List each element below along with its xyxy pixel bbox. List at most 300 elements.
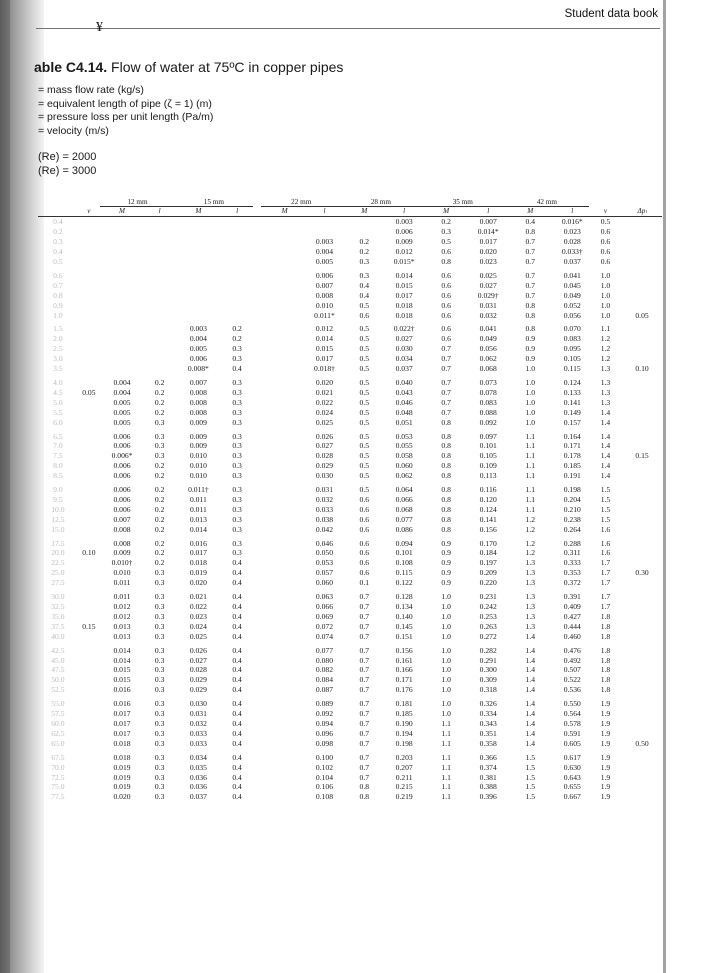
table-cell: 0.215 [395, 782, 413, 792]
table-cell [622, 602, 662, 612]
table-cell: 3.0 [53, 354, 63, 364]
table-cell: 0.006 [113, 471, 131, 481]
table-cell: 0.3 [154, 675, 165, 685]
table-cell: 0.082 [315, 665, 334, 675]
table-cell [622, 408, 662, 418]
table-cell [261, 441, 307, 451]
table-cell: 0.3 [154, 592, 165, 602]
table-cell: 0.2 [232, 334, 242, 344]
table-cell [78, 344, 100, 354]
table-cell: 0.427 [563, 611, 581, 621]
table-row [38, 548, 662, 558]
table-cell: 0.7 [441, 397, 451, 407]
table-cell [78, 665, 100, 675]
table-cell: 1.0 [441, 645, 451, 655]
table-cell: 0.011 [113, 578, 131, 588]
spacer-cell [253, 344, 262, 354]
table-cell: 0.8 [441, 431, 451, 441]
table-cell [100, 247, 144, 257]
table-cell: 0.029 [189, 675, 207, 685]
table-cell: 0.204 [563, 494, 581, 504]
spacer-cell [253, 471, 262, 481]
table-cell: 1.4 [525, 699, 535, 709]
table-cell [622, 495, 662, 505]
table-cell: 0.492 [563, 655, 581, 665]
table-cell [622, 782, 662, 792]
table-cell [144, 311, 175, 321]
table-cell: 0.6 [441, 270, 451, 280]
table-cell [622, 548, 662, 558]
table-cell [261, 602, 307, 612]
table-cell: 0.022† [393, 324, 415, 334]
table-row [38, 301, 662, 311]
table-cell [100, 217, 144, 227]
table-row [38, 432, 662, 442]
table-cell: 0.2 [154, 548, 165, 558]
table-cell: 0.2 [154, 377, 165, 387]
table-cell [78, 685, 100, 695]
table-cell: 0.4 [232, 558, 242, 568]
table-cell: 0.5 [359, 377, 370, 387]
table-cell: 0.014 [395, 270, 413, 280]
size-15mm: 15 mm [175, 197, 252, 207]
table-cell [78, 525, 100, 535]
table-cell: 0.358 [479, 738, 497, 748]
table-cell: 0.264 [563, 524, 581, 534]
table-cell [622, 301, 662, 311]
table-cell: 0.004 [113, 377, 131, 387]
table-cell: 0.7 [525, 270, 535, 280]
table-cell: 0.2 [53, 227, 63, 237]
spacer-cell [253, 665, 262, 675]
table-cell: 0.7 [441, 387, 451, 397]
table-cell [78, 485, 100, 495]
table-cell: 0.5 [441, 237, 451, 247]
table-cell: 1.3 [600, 364, 611, 374]
table-row [38, 656, 662, 666]
table-cell: 0.181 [395, 699, 413, 709]
table-cell: 0.006 [113, 441, 131, 451]
table-cell: 0.3 [154, 602, 165, 612]
table-cell: 1.4 [525, 655, 535, 665]
table-cell: 0.4 [232, 568, 242, 578]
table-cell: 0.4 [359, 290, 370, 300]
table-cell: 0.122 [395, 578, 413, 588]
table-row [38, 418, 662, 428]
table-cell: 1.1 [525, 451, 535, 461]
table-cell: 0.8 [525, 310, 535, 320]
table-row [38, 525, 662, 535]
table-cell [78, 773, 100, 783]
table-cell: 0.106 [315, 782, 334, 792]
table-cell: 0.005 [113, 397, 131, 407]
table-cell: 1.8 [600, 675, 611, 685]
table-cell [261, 281, 307, 291]
table-row [38, 271, 662, 281]
table-cell [78, 495, 100, 505]
table-cell: 22.5 [51, 558, 65, 568]
table-cell: 0.092 [315, 709, 334, 719]
table-cell [78, 656, 100, 666]
table-cell: 0.2 [441, 217, 451, 227]
spacer-cell [253, 763, 262, 773]
spacer-cell [253, 792, 262, 802]
table-cell: 0.016 [113, 699, 131, 709]
table-cell: 0.036 [189, 782, 207, 792]
col-length: l [308, 207, 341, 217]
table-cell: 1.0 [600, 310, 611, 320]
table-cell [78, 237, 100, 247]
table-cell: 0.043 [395, 387, 413, 397]
table-cell: 57.5 [51, 709, 65, 719]
table-cell: 1.0 [441, 685, 451, 695]
table-cell: 1.7 [600, 568, 611, 578]
table-row [38, 792, 662, 802]
table-cell: 0.2 [154, 485, 165, 495]
table-cell [622, 461, 662, 471]
table-cell: 0.033 [315, 504, 334, 514]
table-cell: 0.3 [232, 354, 242, 364]
table-cell [78, 675, 100, 685]
table-cell [261, 632, 307, 642]
table-cell: 0.030 [189, 699, 207, 709]
table-cell: 0.020 [189, 578, 207, 588]
table-cell: 1.3 [525, 568, 535, 578]
table-cell: 0.066 [395, 494, 413, 504]
table-cell: 0.6 [359, 558, 370, 568]
table-cell [144, 227, 175, 237]
table-cell: 0.010† [111, 558, 133, 568]
table-cell: 0.6 [441, 300, 451, 310]
table-cell: 0.033 [189, 738, 207, 748]
table-cell: 0.032 [189, 718, 207, 728]
table-row [38, 451, 662, 461]
table-cell [261, 324, 307, 334]
table-cell: 1.4 [525, 645, 535, 655]
table-cell: 0.018† [314, 364, 335, 374]
table-cell: 0.6 [359, 524, 370, 534]
table-cell [78, 408, 100, 418]
table-cell: 0.015 [395, 280, 413, 290]
spacer-cell [253, 739, 262, 749]
table-cell [78, 753, 100, 763]
table-cell: 0.3 [359, 257, 370, 267]
table-cell [622, 334, 662, 344]
table-row [38, 247, 662, 257]
table-cell: 0.8 [441, 494, 451, 504]
table-cell: 1.4 [525, 738, 535, 748]
table-cell: 0.018 [395, 310, 413, 320]
table-cell [261, 227, 307, 237]
table-row [38, 558, 662, 568]
spacer-cell [253, 782, 262, 792]
table-cell: 0.300 [479, 665, 497, 675]
table-cell: 1.0 [441, 611, 451, 621]
table-cell: 0.7 [53, 280, 63, 290]
table-cell: 1.6 [600, 548, 611, 558]
table-cell: 0.5 [359, 431, 370, 441]
table-cell: 0.017 [189, 548, 207, 558]
table-cell [261, 398, 307, 408]
table-cell [78, 558, 100, 568]
table-cell: 12.5 [51, 514, 65, 524]
table-cell: 0.209 [479, 568, 497, 578]
table-cell: 1.4 [600, 461, 611, 471]
table-cell: 0.178 [563, 451, 581, 461]
table-cell: 1.4 [600, 451, 611, 461]
spacer-cell [253, 247, 262, 257]
table-cell: 0.7 [359, 621, 370, 631]
col-pressure-loss: Δpₗ [622, 207, 662, 217]
table-cell: 0.8 [441, 524, 451, 534]
table-cell: 0.7 [525, 257, 535, 267]
table-cell: 0.5 [359, 344, 370, 354]
table-cell: 0.029† [477, 290, 499, 300]
table-cell: 0.017 [315, 354, 334, 364]
table-cell: 1.9 [600, 782, 611, 792]
table-cell [261, 257, 307, 267]
table-cell: 0.4 [53, 247, 63, 257]
table-cell: 0.014* [477, 227, 499, 237]
table-cell: 0.018 [189, 558, 207, 568]
table-cell [78, 324, 100, 334]
size-12mm: 12 mm [100, 197, 175, 207]
table-cell [78, 763, 100, 773]
table-cell: 1.4 [525, 675, 535, 685]
table-cell [78, 471, 100, 481]
table-cell: 0.3 [232, 441, 242, 451]
table-cell: 1.3 [525, 611, 535, 621]
table-cell: 1.0 [441, 655, 451, 665]
table-cell: 0.060 [395, 461, 413, 471]
table-cell [100, 354, 144, 364]
table-cell: 1.9 [600, 772, 611, 782]
table-cell: 0.049 [479, 334, 497, 344]
table-cell: 0.476 [563, 645, 581, 655]
table-cell [222, 247, 253, 257]
table-cell: 0.396 [479, 792, 497, 802]
table-cell [144, 354, 175, 364]
table-cell [144, 364, 175, 374]
table-cell: 0.6 [441, 247, 451, 257]
spacer-cell [253, 578, 262, 588]
table-row [38, 311, 662, 321]
table-cell: 1.4 [600, 441, 611, 451]
table-cell: 0.113 [479, 471, 497, 481]
table-cell [100, 364, 144, 374]
table-cell [622, 378, 662, 388]
table-cell: 0.8 [441, 471, 451, 481]
table-cell: 0.8 [441, 417, 451, 427]
spacer-cell [253, 753, 262, 763]
table-cell: 1.0 [600, 290, 611, 300]
table-cell: 0.072 [315, 621, 334, 631]
table-cell [144, 334, 175, 344]
table-cell: 1.0 [441, 631, 451, 641]
table-cell [222, 271, 253, 281]
table-cell: 0.004 [113, 387, 131, 397]
table-cell [622, 646, 662, 656]
table-cell: 0.184 [479, 548, 497, 558]
table-cell: 0.4 [232, 782, 242, 792]
table-cell: 0.034 [189, 752, 207, 762]
table-cell: 8.5 [53, 471, 63, 481]
table-cell: 9.0 [53, 485, 63, 495]
table-cell: 0.409 [563, 602, 581, 612]
table-cell [100, 281, 144, 291]
table-cell: 0.064 [395, 485, 413, 495]
table-cell: 0.156 [479, 524, 497, 534]
spacer-cell [253, 324, 262, 334]
table-cell: 0.011* [314, 310, 335, 320]
col-mass-flow: M [261, 207, 307, 217]
table-cell: 0.019 [189, 568, 207, 578]
table-cell [261, 699, 307, 709]
table-cell: 0.343 [479, 718, 497, 728]
table-cell: 0.550 [563, 699, 581, 709]
table-cell: 0.2 [154, 407, 165, 417]
col-mass-flow: M [341, 207, 387, 217]
table-cell: 62.5 [51, 728, 65, 738]
table-cell: 0.8 [359, 792, 370, 802]
table-cell [622, 515, 662, 525]
table-cell: 0.063 [315, 592, 334, 602]
table-cell: 0.115 [563, 364, 581, 374]
table-cell: 1.0 [525, 407, 535, 417]
table-cell: 0.010 [189, 451, 207, 461]
table-cell: 55.0 [51, 699, 65, 709]
table-cell [622, 719, 662, 729]
table-cell: 0.7 [359, 675, 370, 685]
table-row [38, 539, 662, 549]
table-cell: 0.013 [113, 631, 131, 641]
table-cell: 1.7 [600, 592, 611, 602]
table-cell: 1.8 [600, 645, 611, 655]
table-cell: 0.4 [232, 592, 242, 602]
table-cell: 0.041 [563, 270, 581, 280]
table-cell: 0.7 [441, 407, 451, 417]
table-cell: 0.033† [561, 247, 583, 257]
table-cell: 0.203 [395, 752, 413, 762]
table-cell: 1.7 [600, 602, 611, 612]
reynolds-note-turbulent: (Re) = 3000 [38, 164, 97, 177]
table-cell: 0.353 [563, 568, 581, 578]
table-cell: 0.030 [395, 344, 413, 354]
table-cell: 0.4 [232, 602, 242, 612]
table-cell: 0.066 [315, 602, 334, 612]
table-cell [175, 237, 221, 247]
table-cell: 0.15 [635, 451, 649, 461]
table-cell [341, 227, 387, 237]
table-cell: 1.9 [600, 752, 611, 762]
table-cell [144, 324, 175, 334]
table-cell [78, 578, 100, 588]
table-cell: 0.041 [479, 324, 497, 334]
table-cell: 0.2 [359, 237, 370, 247]
table-cell: 0.7 [441, 344, 451, 354]
table-row [38, 675, 662, 685]
table-cell: 0.2 [154, 387, 165, 397]
definition-equivalent-length: = equivalent length of pipe (ζ = 1) (m) [38, 97, 212, 110]
table-cell: 0.3 [232, 461, 242, 471]
table-row [38, 217, 662, 227]
table-cell: 0.6 [600, 237, 611, 247]
table-cell: 0.3 [154, 611, 165, 621]
table-cell: 1.0 [600, 270, 611, 280]
table-cell: 0.8 [441, 485, 451, 495]
table-cell [622, 665, 662, 675]
table-cell: 0.6 [359, 538, 370, 548]
table-cell [78, 432, 100, 442]
table-cell: 0.086 [395, 524, 413, 534]
table-cell [144, 237, 175, 247]
table-cell: 1.1 [441, 782, 451, 792]
table-cell: 0.10 [82, 548, 96, 558]
spacer-cell [253, 558, 262, 568]
spacer-cell [253, 719, 262, 729]
table-cell: 1.3 [600, 397, 611, 407]
table-cell [622, 227, 662, 237]
table-cell: 27.5 [51, 578, 65, 588]
table-cell [78, 291, 100, 301]
table-cell: 0.083 [563, 334, 581, 344]
table-cell: 0.005 [113, 407, 131, 417]
table-cell: 0.156 [395, 645, 413, 655]
table-cell: 52.5 [51, 685, 65, 695]
table-cell [261, 408, 307, 418]
table-cell: 1.1 [441, 772, 451, 782]
table-cell: 0.3 [232, 431, 242, 441]
table-cell: 1.5 [525, 772, 535, 782]
reynolds-notes [38, 151, 96, 178]
table-row [38, 632, 662, 642]
table-cell: 0.5 [359, 407, 370, 417]
table-cell [622, 792, 662, 802]
table-cell: 0.012 [315, 324, 334, 334]
table-cell: 1.5 [53, 324, 63, 334]
page-right-margin [660, 0, 702, 973]
table-cell: 0.003 [189, 324, 207, 334]
table-cell: 0.8 [441, 441, 451, 451]
table-cell: 0.333 [563, 558, 581, 568]
table-cell: 0.025 [479, 270, 497, 280]
table-cell: 0.220 [479, 578, 497, 588]
table-cell: 0.242 [479, 602, 497, 612]
table-cell: 1.8 [600, 631, 611, 641]
symbol-definitions [38, 84, 213, 138]
table-cell: 0.046 [315, 538, 334, 548]
book-spine [0, 0, 10, 973]
table-cell [622, 324, 662, 334]
table-cell: 0.197 [479, 558, 497, 568]
table-cell: 0.108 [395, 558, 413, 568]
table-cell [261, 685, 307, 695]
table-caption [34, 59, 343, 75]
table-cell: 0.507 [563, 665, 581, 675]
table-cell: 0.5 [600, 217, 611, 227]
table-cell: 7.5 [53, 451, 63, 461]
table-cell: 0.5 [359, 387, 370, 397]
table-cell: 0.388 [479, 782, 497, 792]
table-cell [78, 364, 100, 374]
table-cell: 0.351 [479, 728, 497, 738]
table-cell: 0.460 [563, 631, 581, 641]
table-cell: 0.4 [232, 685, 242, 695]
table-cell: 0.444 [563, 621, 581, 631]
table-cell: 0.655 [563, 782, 581, 792]
table-cell [222, 257, 253, 267]
table-row [38, 485, 662, 495]
